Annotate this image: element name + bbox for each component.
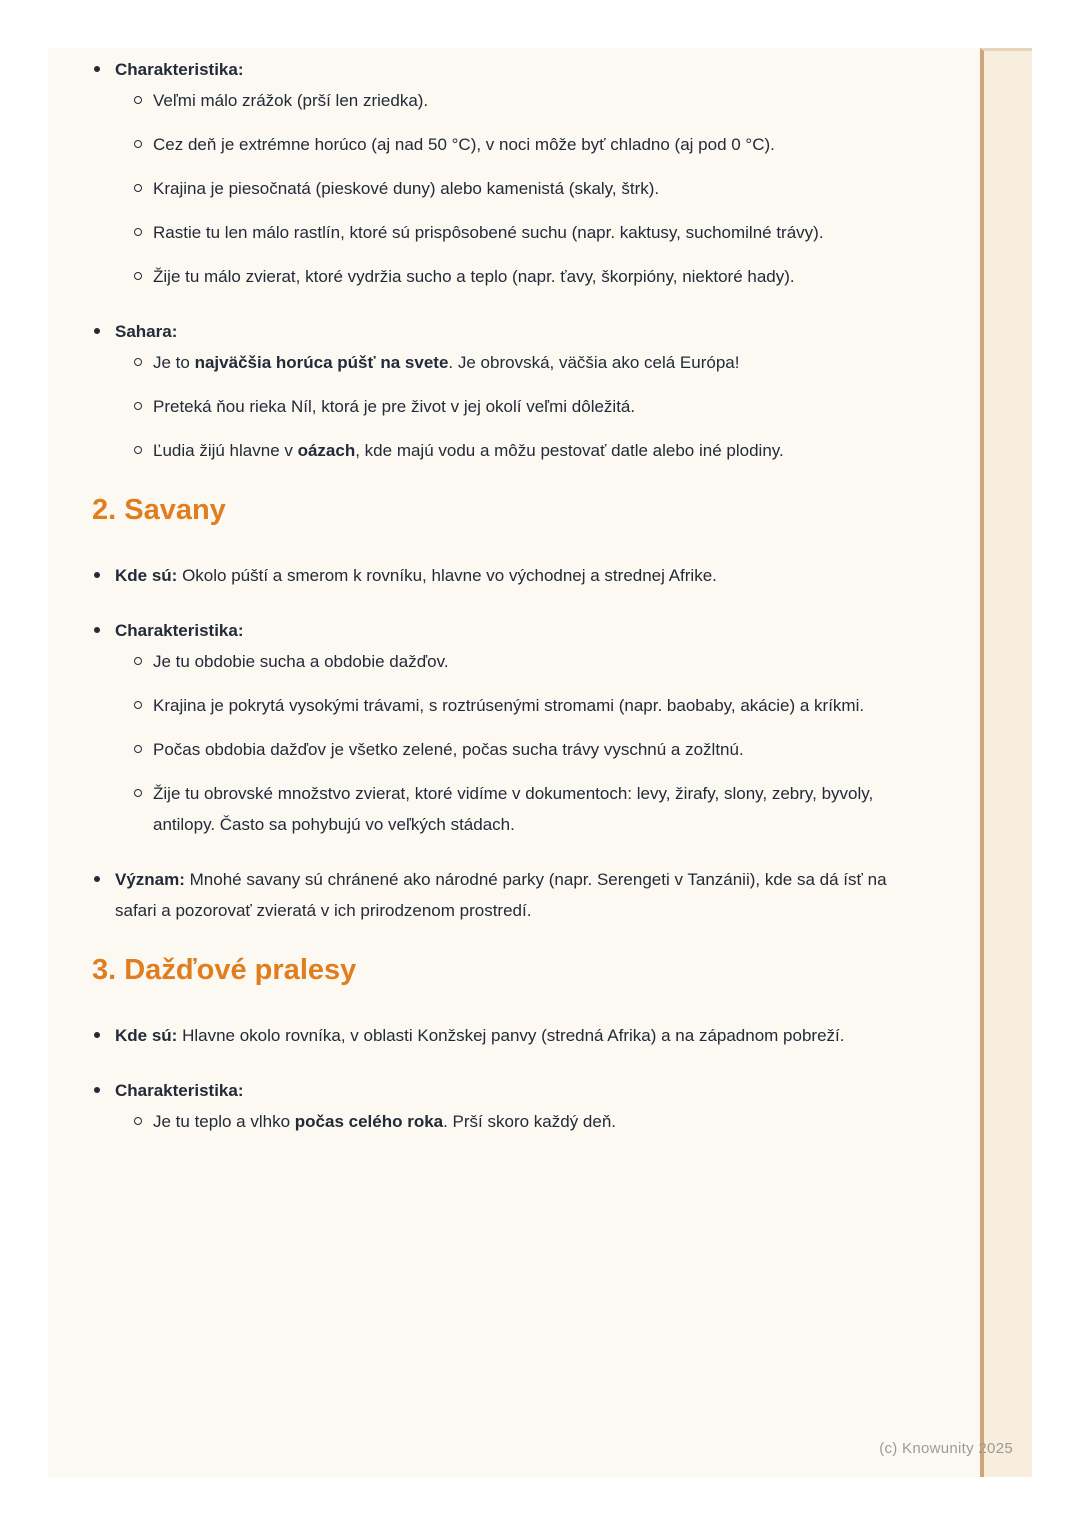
list-item <box>92 1020 892 1051</box>
sub-list-item <box>130 734 892 765</box>
text-segment: , kde majú vodu a môžu pestovať datle alebo iné plodiny. <box>355 441 784 460</box>
list-item <box>92 615 892 840</box>
text-segment: oázach <box>297 441 356 460</box>
sub-bullet-list <box>115 347 892 466</box>
text-segment: najväčšia horúca púšť na svete <box>194 353 449 372</box>
sub-list-item <box>130 85 892 116</box>
sub-list-item <box>130 217 892 248</box>
list-item <box>92 54 892 292</box>
decorative-margin-stripe <box>980 48 1032 1477</box>
text-segment: Preteká ňou rieka Níl, ktorá je pre život v jej okolí veľmi dôležitá. <box>153 397 636 416</box>
sub-bullet-list <box>115 1106 892 1137</box>
list-item <box>92 864 892 926</box>
text-segment: Charakteristika: <box>115 60 244 79</box>
text-segment: Cez deň je extrémne horúco (aj nad 50 °C), v noci môže byť chladno (aj pod 0 °C). <box>153 135 775 154</box>
document-page <box>48 48 1032 1477</box>
section-heading: 3. Dažďové pralesy <box>92 954 357 986</box>
text-segment: Žije tu obrovské množstvo zvierat, ktoré vidíme v dokumentoch: levy, žirafy, slony, zebry, byvoly, antilopy. Často sa pohybujú vo veľkých stádach. <box>153 784 878 834</box>
text-segment: počas celého roka <box>294 1112 444 1131</box>
text-segment: Je to <box>153 353 195 372</box>
text-segment: Žije tu málo zvierat, ktoré vydržia sucho a teplo (napr. ťavy, škorpióny, niektoré hady). <box>153 267 795 286</box>
text-segment: Okolo púští a smerom k rovníku, hlavne vo východnej a strednej Afrike. <box>177 566 717 585</box>
watermark: (c) Knowunity 2025 <box>879 1440 1013 1457</box>
sub-list-item <box>130 1106 892 1137</box>
sub-bullet-list <box>115 646 892 840</box>
section-heading: 2. Savany <box>92 494 226 526</box>
sub-list-item <box>130 690 892 721</box>
text-segment: Charakteristika: <box>115 621 244 640</box>
text-segment: . Prší skoro každý deň. <box>443 1112 617 1131</box>
sub-bullet-list <box>115 85 892 292</box>
list-item <box>92 1075 892 1137</box>
bullet-list <box>92 54 892 466</box>
list-item <box>92 316 892 466</box>
text-segment: Je tu teplo a vlhko <box>153 1112 295 1131</box>
text-segment: Sahara: <box>115 322 178 341</box>
text-segment: Rastie tu len málo rastlín, ktoré sú prispôsobené suchu (napr. kaktusy, suchomilné trávy). <box>153 223 824 242</box>
sub-list-item <box>130 173 892 204</box>
text-segment: Krajina je pokrytá vysokými trávami, s roztrúsenými stromami (napr. baobaby, akácie) a kríkmi. <box>153 696 865 715</box>
text-segment: Kde sú: <box>115 566 178 585</box>
list-item <box>92 560 892 591</box>
document-content <box>92 54 892 1137</box>
sub-list-item <box>130 778 892 840</box>
text-segment: Krajina je piesočnatá (pieskové duny) alebo kamenistá (skaly, štrk). <box>153 179 660 198</box>
text-segment: Ľudia žijú hlavne v <box>153 441 298 460</box>
text-segment: Je tu obdobie sucha a obdobie dažďov. <box>153 652 449 671</box>
sub-list-item <box>130 435 892 466</box>
sub-list-item <box>130 129 892 160</box>
text-segment: Hlavne okolo rovníka, v oblasti Konžskej panvy (stredná Afrika) a na západnom pobreží. <box>177 1026 845 1045</box>
text-segment: Charakteristika: <box>115 1081 244 1100</box>
sub-list-item <box>130 391 892 422</box>
sub-list-item <box>130 646 892 677</box>
bullet-list <box>92 560 892 926</box>
text-segment: Kde sú: <box>115 1026 178 1045</box>
text-segment: Veľmi málo zrážok (prší len zriedka). <box>153 91 429 110</box>
sub-list-item <box>130 347 892 378</box>
text-segment: Význam: <box>115 870 185 889</box>
bullet-list <box>92 1020 892 1137</box>
sub-list-item <box>130 261 892 292</box>
text-segment: Počas obdobia dažďov je všetko zelené, počas sucha trávy vyschnú a zožltnú. <box>153 740 744 759</box>
text-segment: . Je obrovská, väčšia ako celá Európa! <box>448 353 740 372</box>
text-segment: Mnohé savany sú chránené ako národné parky (napr. Serengeti v Tanzánii), kde sa dá ísť na safari a pozorovať zvieratá v ich prirodzenom prostredí. <box>115 870 892 920</box>
